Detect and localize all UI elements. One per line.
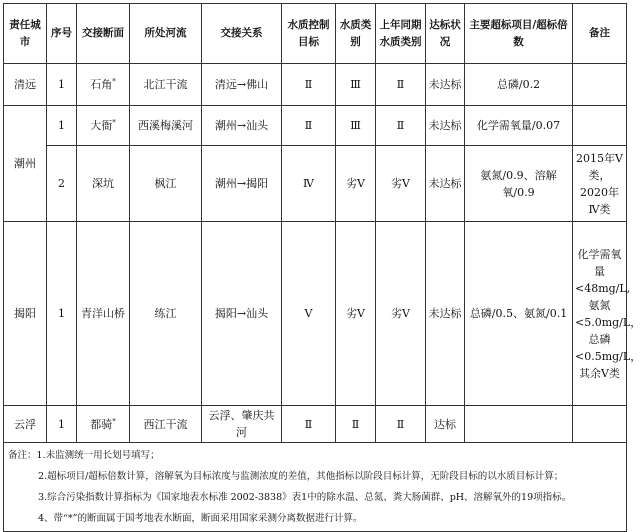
exceed-cell: 氨氮/0.9、溶解氧/0.9 [465, 146, 573, 222]
seq-cell: 1 [47, 64, 77, 106]
header-seq: 序号 [47, 4, 77, 64]
last-year-cell: Ⅱ [376, 406, 426, 443]
last-year-cell: Ⅱ [376, 64, 426, 106]
target-cell: Ⅱ [282, 64, 336, 106]
relation-cell: 清远→佛山 [202, 64, 282, 106]
header-status: 达标状况 [426, 4, 465, 64]
relation-cell: 潮州→汕头 [202, 106, 282, 146]
table-row [4, 406, 627, 443]
exceed-cell: 总磷/0.5、氨氮/0.1 [465, 222, 573, 406]
remarks-cell: 2015年Ⅴ类，2020年Ⅳ类 [573, 146, 627, 222]
last-year-cell: 劣Ⅴ [376, 146, 426, 222]
section-cell [77, 222, 130, 406]
table-row [4, 64, 627, 106]
table-row [4, 106, 627, 146]
exceed-cell [465, 406, 573, 443]
table-row [4, 222, 627, 406]
quality-cell: Ⅲ [336, 106, 376, 146]
status-cell: 达标 [426, 406, 465, 443]
quality-cell: 劣Ⅴ [336, 222, 376, 406]
river-cell: 枫江 [130, 146, 202, 222]
remarks-cell: 化学需氧量<48mg/L,氨氮<5.0mg/L，总磷<0.5mg/L，其余Ⅴ类 [573, 222, 627, 406]
section-name: 石角 [90, 78, 113, 91]
exceed-cell: 总磷/0.2 [465, 64, 573, 106]
city-cell: 揭阳 [4, 222, 47, 406]
status-cell: 未达标 [426, 222, 465, 406]
section-cell [77, 146, 130, 222]
remarks-cell [573, 406, 627, 443]
table-row [4, 146, 627, 222]
national-section-mark: * [112, 118, 116, 127]
national-section-mark: * [112, 77, 116, 86]
target-cell: Ⅱ [282, 406, 336, 443]
target-cell: Ⅳ [282, 146, 336, 222]
note-line: 4、带“*”的断面属于国考地表水断面，断面采用国家采测分离数据进行计算。 [38, 513, 363, 524]
relation-cell: 云浮、肇庆共河 [202, 406, 282, 443]
section-cell [77, 64, 130, 106]
section-name: 深坑 [92, 177, 114, 190]
section-name: 都骑 [90, 417, 113, 431]
river-cell: 练江 [130, 222, 202, 406]
seq-cell: 1 [47, 222, 77, 406]
target-cell: Ⅱ [282, 106, 336, 146]
header-river: 所处河流 [130, 4, 202, 64]
header-quality: 水质类别 [336, 4, 376, 64]
last-year-cell: Ⅱ [376, 106, 426, 146]
note-line: 3.综合污染指数计算指标为《国家地表水标准 2002-3838》表1中的除水温、总氮、粪大肠菌群、pH、溶解氧外的19项指标。 [38, 492, 572, 503]
status-cell: 未达标 [426, 146, 465, 222]
section-cell [77, 406, 130, 443]
remarks-cell [573, 106, 627, 146]
section-cell [77, 106, 130, 146]
status-cell: 未达标 [426, 106, 465, 146]
quality-cell: Ⅲ [336, 64, 376, 106]
seq-cell: 2 [47, 146, 77, 222]
header-remarks: 备注 [573, 4, 627, 64]
notes-cell [4, 443, 627, 532]
river-cell: 西溪梅溪河 [130, 106, 202, 146]
section-name: 青洋山桥 [81, 307, 125, 320]
note-line: 2.超标项目/超标倍数计算，溶解氧为目标浓度与监测浓度的差值，其他指标以阶段目标计算，无阶段目标的以水质目标计算； [38, 471, 564, 482]
header-section: 交接断面 [77, 4, 130, 64]
river-cell: 西江干流 [130, 406, 202, 443]
header-last-year: 上年同期水质类别 [376, 4, 426, 64]
water-quality-table [3, 3, 641, 532]
river-cell: 北江干流 [130, 64, 202, 106]
quality-cell: Ⅱ [336, 406, 376, 443]
last-year-cell: 劣Ⅴ [376, 222, 426, 406]
section-name: 大衙 [90, 119, 113, 132]
note-line: 备注：1.未监测统一用长划号填写； [8, 450, 160, 461]
header-relation: 交接关系 [202, 4, 282, 64]
exceed-cell: 化学需氧量/0.07 [465, 106, 573, 146]
quality-cell: 劣Ⅴ [336, 146, 376, 222]
relation-cell: 揭阳→汕头 [202, 222, 282, 406]
remarks-cell [573, 64, 627, 106]
city-cell: 清远 [4, 64, 47, 106]
target-cell: Ⅴ [282, 222, 336, 406]
seq-cell: 1 [47, 406, 77, 443]
header-exceed: 主要超标项目/超标倍数 [465, 4, 573, 64]
relation-cell: 潮州→揭阳 [202, 146, 282, 222]
notes-row [4, 443, 627, 532]
city-cell: 云浮 [4, 406, 47, 443]
city-cell: 潮州 [4, 106, 47, 222]
header-city: 责任城市 [4, 4, 47, 64]
status-cell: 未达标 [426, 64, 465, 106]
national-section-mark: * [112, 416, 116, 425]
header-row [4, 4, 627, 64]
header-target: 水质控制目标 [282, 4, 336, 64]
seq-cell: 1 [47, 106, 77, 146]
